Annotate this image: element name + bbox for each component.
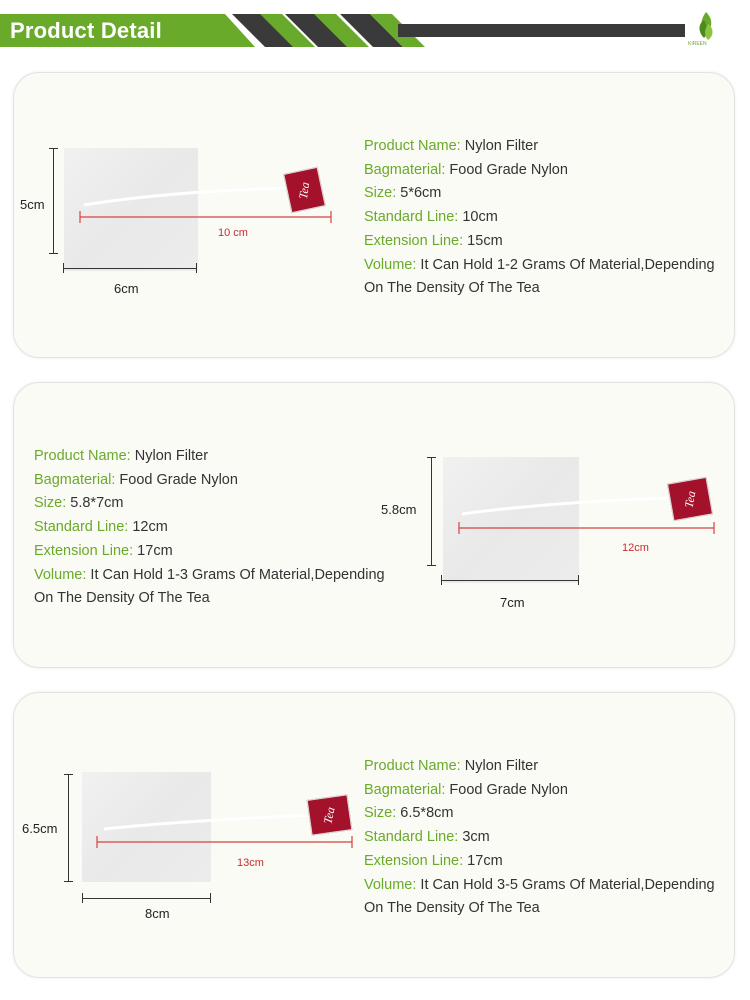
height-label: 5.8cm	[381, 502, 417, 517]
spec-volume-cont: On The Density Of The Tea	[34, 590, 210, 607]
spec-size: Size: 5.8*7cm	[34, 495, 124, 512]
height-label: 5cm	[20, 197, 45, 212]
spec-volume: Volume: It Can Hold 3-5 Grams Of Material,Depending	[364, 876, 715, 893]
spec-bag-material: Bagmaterial: Food Grade Nylon	[364, 161, 568, 178]
page-title: Product Detail	[10, 18, 162, 43]
spec-product-name: Product Name: Nylon Filter	[364, 138, 539, 154]
string-length-label: 12cm	[622, 542, 649, 554]
spec-extension-line: Extension Line: 17cm	[364, 852, 503, 869]
string-length-label: 10 cm	[218, 227, 248, 239]
spec-size: Size: 6.5*8cm	[364, 805, 454, 822]
spec-bag-material: Bagmaterial: Food Grade Nylon	[364, 781, 568, 798]
spec-standard-line: Standard Line: 12cm	[34, 519, 168, 536]
width-label: 8cm	[145, 906, 170, 921]
product-specs	[364, 755, 715, 921]
spec-extension-line: Extension Line: 17cm	[34, 542, 173, 559]
spec-product-name: Product Name: Nylon Filter	[364, 758, 539, 774]
logo-text: KIREEN	[688, 41, 707, 47]
spec-volume: Volume: It Can Hold 1-2 Grams Of Material,Depending	[364, 256, 715, 273]
spec-standard-line: Standard Line: 10cm	[364, 209, 498, 226]
width-label: 6cm	[114, 281, 139, 296]
spec-bag-material: Bagmaterial: Food Grade Nylon	[34, 471, 238, 488]
string-length-label: 13cm	[237, 857, 264, 869]
tea-tag: Tea	[667, 477, 713, 521]
spec-volume-cont: On The Density Of The Tea	[364, 280, 540, 297]
tea-tag: Tea	[307, 794, 353, 835]
spec-volume-cont: On The Density Of The Tea	[364, 900, 540, 917]
spec-product-name: Product Name: Nylon Filter	[34, 448, 209, 464]
spec-size: Size: 5*6cm	[364, 185, 442, 202]
width-label: 7cm	[500, 595, 525, 610]
spec-extension-line: Extension Line: 15cm	[364, 232, 503, 249]
spec-volume: Volume: It Can Hold 1-3 Grams Of Material,Depending	[34, 566, 385, 583]
spec-standard-line: Standard Line: 3cm	[364, 829, 490, 846]
height-label: 6.5cm	[22, 821, 58, 836]
tea-tag: Tea	[283, 167, 326, 213]
